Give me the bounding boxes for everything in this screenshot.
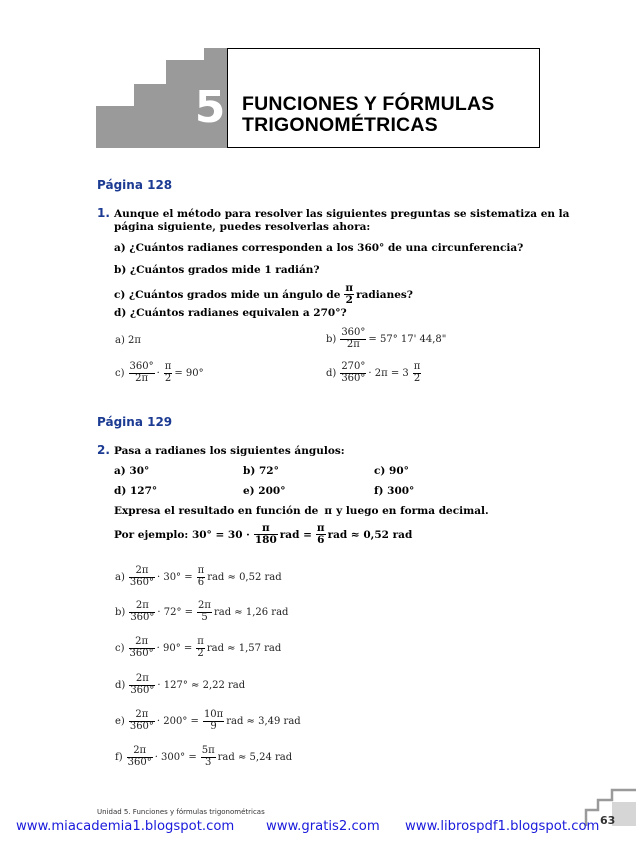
question-2d: d) 127° [114, 485, 158, 497]
answer-middle: · 30° = [156, 571, 193, 583]
answer-result: rad ≈ 0,52 rad [207, 571, 282, 583]
fraction-denominator: 180 [254, 534, 277, 547]
answer-label: d) [115, 679, 126, 691]
answer-label: b) [115, 606, 126, 618]
question-1c-post: radianes? [356, 288, 413, 301]
answer-fraction [127, 746, 153, 768]
question-1c-pre: c) ¿Cuántos grados mide un ángulo de [114, 288, 341, 301]
fraction-denominator: 2 [413, 372, 421, 384]
express-pre: Expresa el resultado en función de [114, 505, 319, 517]
answer-result-fraction [201, 746, 216, 768]
answer-fraction [129, 710, 155, 732]
answer-fraction [129, 601, 155, 623]
answer-middle: · 300° = [154, 751, 197, 763]
fraction-numerator: 10π [203, 709, 224, 720]
fraction-numerator: π [197, 565, 205, 576]
answer-1c-fraction2 [164, 362, 173, 384]
question-1b: b) ¿Cuántos grados mide 1 radián? [114, 264, 320, 276]
fraction-denominator: 360° [130, 611, 155, 623]
answer-result: = 90° [174, 367, 204, 379]
footer-unit-label: Unidad 5. Funciones y fórmulas trigonométricas [97, 808, 265, 816]
answer-label: f) [115, 751, 123, 763]
fraction-denominator: 2 [345, 294, 353, 307]
fraction-numerator: 2π [129, 637, 155, 649]
answer-result-fraction [197, 566, 206, 588]
fraction-numerator: 270° [341, 361, 366, 372]
chapter-number: 5 [194, 82, 226, 133]
answer-label: c) [115, 642, 125, 654]
question-2a: a) 30° [114, 465, 150, 477]
question-1a: a) ¿Cuántos radianes corresponden a los 360° de una circunferencia? [114, 242, 524, 254]
fraction-denominator: 6 [197, 576, 205, 588]
fraction-denominator: 2 [164, 372, 172, 384]
fraction-numerator: π [254, 523, 278, 535]
fraction-denominator: 360° [130, 684, 155, 696]
section-heading-128: Página 128 [97, 178, 173, 192]
express-pi: π [324, 505, 333, 517]
question-1d: d) ¿Cuántos radianes equivalen a 270°? [114, 307, 347, 319]
question-number-1: 1. [97, 206, 110, 220]
fraction-denominator: 2 [197, 647, 204, 659]
answer-middle: · 127° ≈ 2,22 rad [157, 679, 246, 691]
fraction-denominator: 6 [317, 534, 325, 547]
answer-label: a) [115, 571, 125, 583]
answer-middle: · 2π = 3 [368, 367, 409, 379]
question-2-example [114, 523, 414, 546]
question-2f: f) 300° [374, 485, 415, 497]
fraction-numerator: 2π [129, 566, 155, 578]
footer-link-librospdf[interactable]: www.librospdf1.blogspot.com [405, 819, 600, 834]
question-2-text: Pasa a radianes los siguientes ángulos: [114, 445, 345, 457]
answer-fraction [129, 674, 155, 696]
example-pre: Por ejemplo: 30° = 30 · [114, 528, 250, 541]
answer-1d-fraction1 [340, 362, 366, 384]
answer-1b-fraction [340, 328, 366, 350]
answer-2b [115, 601, 290, 623]
fraction-denominator: 2π [346, 338, 360, 350]
question-2-express [114, 505, 491, 517]
answer-fraction [129, 637, 155, 659]
question-1-text-line1: Aunque el método para resolver las siguientes preguntas se sistematiza en la [114, 208, 570, 220]
fraction-numerator: 5π [201, 745, 215, 756]
fraction-denominator: 360° [341, 372, 366, 384]
answer-result: rad ≈ 5,24 rad [217, 751, 293, 763]
answer-middle: · 200° = [156, 715, 199, 727]
footer-link-gratis2[interactable]: www.gratis2.com [266, 819, 380, 834]
fraction-numerator: π [316, 522, 325, 534]
fraction-numerator: π [345, 282, 354, 294]
fraction-numerator: π [164, 361, 172, 372]
fraction-numerator: 2π [129, 674, 155, 686]
answer-result: rad ≈ 1,57 rad [206, 642, 282, 654]
fraction-numerator: 2π [129, 710, 155, 722]
question-2b: b) 72° [243, 465, 279, 477]
fraction-denominator: 5 [201, 611, 208, 623]
answer-1c-fraction1 [129, 362, 155, 384]
fraction-denominator: 3 [205, 756, 212, 768]
fraction-numerator: 2π [198, 600, 211, 611]
answer-result-fraction [196, 637, 205, 659]
answer-label: b) [326, 333, 337, 345]
footer-link-miacademia[interactable]: www.miacademia1.blogspot.com [16, 819, 235, 834]
answer-1b [326, 328, 448, 350]
fraction-numerator: 2π [129, 601, 155, 613]
express-post: y luego en forma decimal. [336, 505, 489, 517]
answer-result-fraction [197, 601, 212, 623]
fraction-denominator: 360° [129, 647, 154, 659]
answer-result: rad ≈ 1,26 rad [213, 606, 289, 618]
multiply-dot: · [156, 367, 160, 379]
answer-result: rad ≈ 3,49 rad [226, 715, 301, 727]
fraction-numerator: 360° [341, 327, 366, 338]
fraction-numerator: π [197, 636, 204, 647]
fraction-denominator: 2π [135, 372, 149, 384]
answer-label: e) [115, 715, 125, 727]
example-mid: rad = [279, 528, 312, 541]
answer-1d-fraction2 [413, 362, 422, 384]
answer-2f [115, 746, 294, 768]
answer-label: d) [326, 367, 337, 379]
question-1c [114, 283, 415, 306]
answer-2c [115, 637, 283, 659]
answer-middle: · 72° = [157, 606, 194, 618]
example-fraction2 [316, 523, 326, 546]
question-1-text-line2: página siguiente, puedes resolverlas ahora: [114, 221, 371, 233]
fraction-denominator: 360° [129, 576, 154, 588]
fraction-denominator: 360° [129, 720, 154, 732]
answer-1a: a) 2π [115, 335, 141, 346]
page-number: 63 [600, 814, 616, 827]
fraction-denominator: 360° [127, 756, 152, 768]
fraction-denominator: 9 [210, 720, 217, 732]
chapter-title-line2: TRIGONOMÉTRICAS [242, 114, 438, 136]
question-2e: e) 200° [243, 485, 286, 497]
section-heading-129: Página 129 [97, 415, 173, 429]
fraction-numerator: π [413, 361, 421, 372]
fraction-numerator: 2π [127, 746, 153, 758]
answer-result: = 57° 17' 44,8" [368, 333, 447, 345]
answer-label: c) [115, 367, 125, 379]
answer-1c [115, 362, 206, 384]
example-fraction1 [254, 523, 278, 546]
answer-fraction [129, 566, 155, 588]
question-number-2: 2. [97, 443, 110, 457]
chapter-title-line1: FUNCIONES Y FÓRMULAS [242, 93, 495, 115]
example-post: rad ≈ 0,52 rad [327, 528, 413, 541]
answer-2e [115, 710, 303, 732]
question-2c: c) 90° [374, 465, 409, 477]
answer-2d [115, 674, 247, 696]
question-1c-fraction [344, 283, 354, 306]
answer-1d [326, 362, 423, 384]
answer-middle: · 90° = [156, 642, 193, 654]
answer-2a [115, 566, 284, 588]
fraction-numerator: 360° [129, 361, 154, 372]
answer-result-fraction [203, 710, 224, 732]
